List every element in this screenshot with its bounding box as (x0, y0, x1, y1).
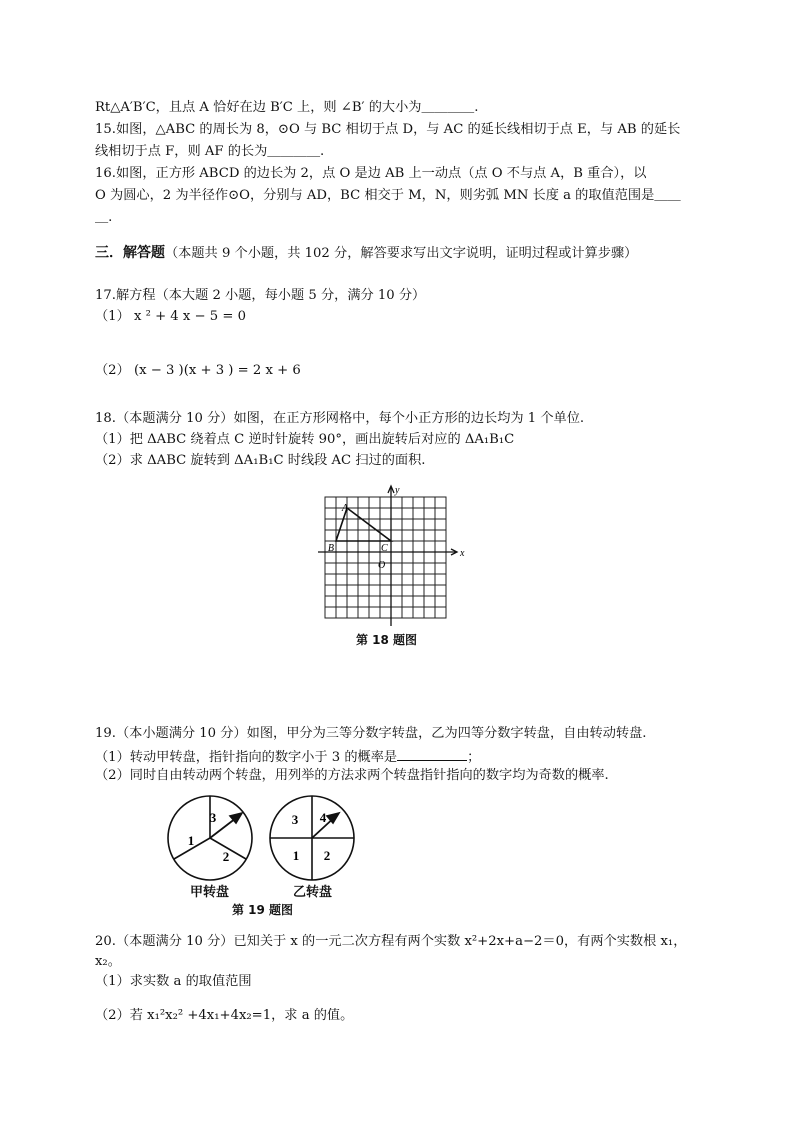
q20-line1: 20.（本题满分 10 分）已知关于 x 的一元二次方程有两个实数 x²+2x+a−2＝0，有两个实数根 x₁， (95, 934, 687, 949)
q18-figure-caption: 第 18 题图 (356, 633, 418, 647)
q19-part1 (95, 746, 480, 767)
q18-grid (325, 497, 446, 618)
label-b: B (327, 543, 334, 554)
spinner-b-number-1: 1 (292, 848, 300, 863)
q15-line1: 15.如图，△ABC 的周长为 8，⊙O 与 BC 相切于点 D，与 AC 的延长线相切于点 E，与 AB 的延长 (95, 122, 681, 137)
q15-line2: 线相切于点 F，则 AF 的长为＿＿＿＿. (95, 144, 325, 159)
spinner-a-pointer (210, 815, 240, 838)
label-a: A (341, 503, 348, 514)
spinner-a-number-3: 3 (209, 810, 217, 825)
q20-part1: （1）求实数 a 的取值范围 (95, 974, 252, 989)
x-axis-arrow (451, 549, 457, 555)
q16-line2: O 为圆心，2 为半径作⊙O，分别与 AD，BC 相交于 M，N，则劣弧 MN 长度 a 的取值范围是＿＿ (95, 188, 681, 203)
q18-axes (318, 486, 457, 626)
spinner-b-pointer (312, 815, 337, 838)
spinner-a-number-2: 2 (222, 849, 230, 864)
q17-part1: （1） x ² + 4 x − 5 = 0 (95, 309, 246, 324)
spinner-b (270, 796, 354, 880)
q18-part1: （1）把 ΔABC 绕着点 C 逆时针旋转 90°，画出旋转后对应的 ΔA₁B₁C (95, 432, 515, 447)
q19-part1-text: （1）转动甲转盘，指针指向的数字小于 3 的概率是 (95, 750, 398, 765)
q18-part2: （2）求 ΔABC 旋转到 ΔA₁B₁C 时线段 AC 扫过的面积. (95, 453, 426, 468)
section3-note: （本题共 9 个小题，共 102 分，解答要求写出文字说明，证明过程或计算步骤） (165, 246, 638, 261)
q19-part1-end: ； (467, 750, 481, 765)
label-y: y (395, 485, 400, 496)
q20-line2: x₂。 (95, 954, 121, 969)
spinner-b-name: 乙转盘 (293, 885, 333, 900)
q14-tail: Rt△A′B′C，且点 A 恰好在边 B′C 上，则 ∠B′ 的大小为＿＿＿＿. (95, 100, 479, 115)
q20-part2: （2）若 x₁²x₂² +4x₁+4x₂=1，求 a 的值。 (95, 1008, 354, 1023)
spinner-b-number-4: 4 (319, 810, 327, 825)
label-c: C (381, 543, 388, 554)
spinner-a-number-1: 1 (187, 833, 195, 848)
q19-part2: （2）同时自由转动两个转盘，用列举的方法求两个转盘指针指向的数字均为奇数的概率. (95, 768, 609, 783)
y-axis-arrow (388, 486, 394, 493)
q19-answer-blank (397, 746, 467, 761)
q19-title: 19.（本小题满分 10 分）如图，甲分为三等分数字转盘，乙为四等分数字转盘，自由转动转盘. (95, 726, 647, 741)
q19-figure-caption: 第 19 题图 (232, 903, 294, 917)
spinner-b-number-2: 2 (323, 848, 331, 863)
q16-line1: 16.如图，正方形 ABCD 的边长为 2，点 O 是边 AB 上一动点（点 O 不与点 A，B 重合），以 (95, 166, 647, 181)
spinner-a (168, 796, 252, 880)
q16-line3: ＿. (95, 210, 113, 225)
label-x: x (460, 548, 465, 559)
spinner-b-number-3: 3 (291, 812, 299, 827)
section3-title: 三．解答题 (95, 245, 165, 261)
q18-title: 18.（本题满分 10 分）如图，在正方形网格中，每个小正方形的边长均为 1 个单位. (95, 411, 585, 426)
spinner-a-name: 甲转盘 (190, 885, 230, 900)
q17-title: 17.解方程（本大题 2 小题，每小题 5 分，满分 10 分） (95, 288, 426, 303)
label-o: O (378, 560, 386, 571)
section3-heading (95, 244, 637, 263)
triangle-abc (336, 508, 391, 541)
q17-part2: （2） (x − 3 )(x + 3 ) = 2 x + 6 (95, 363, 301, 378)
